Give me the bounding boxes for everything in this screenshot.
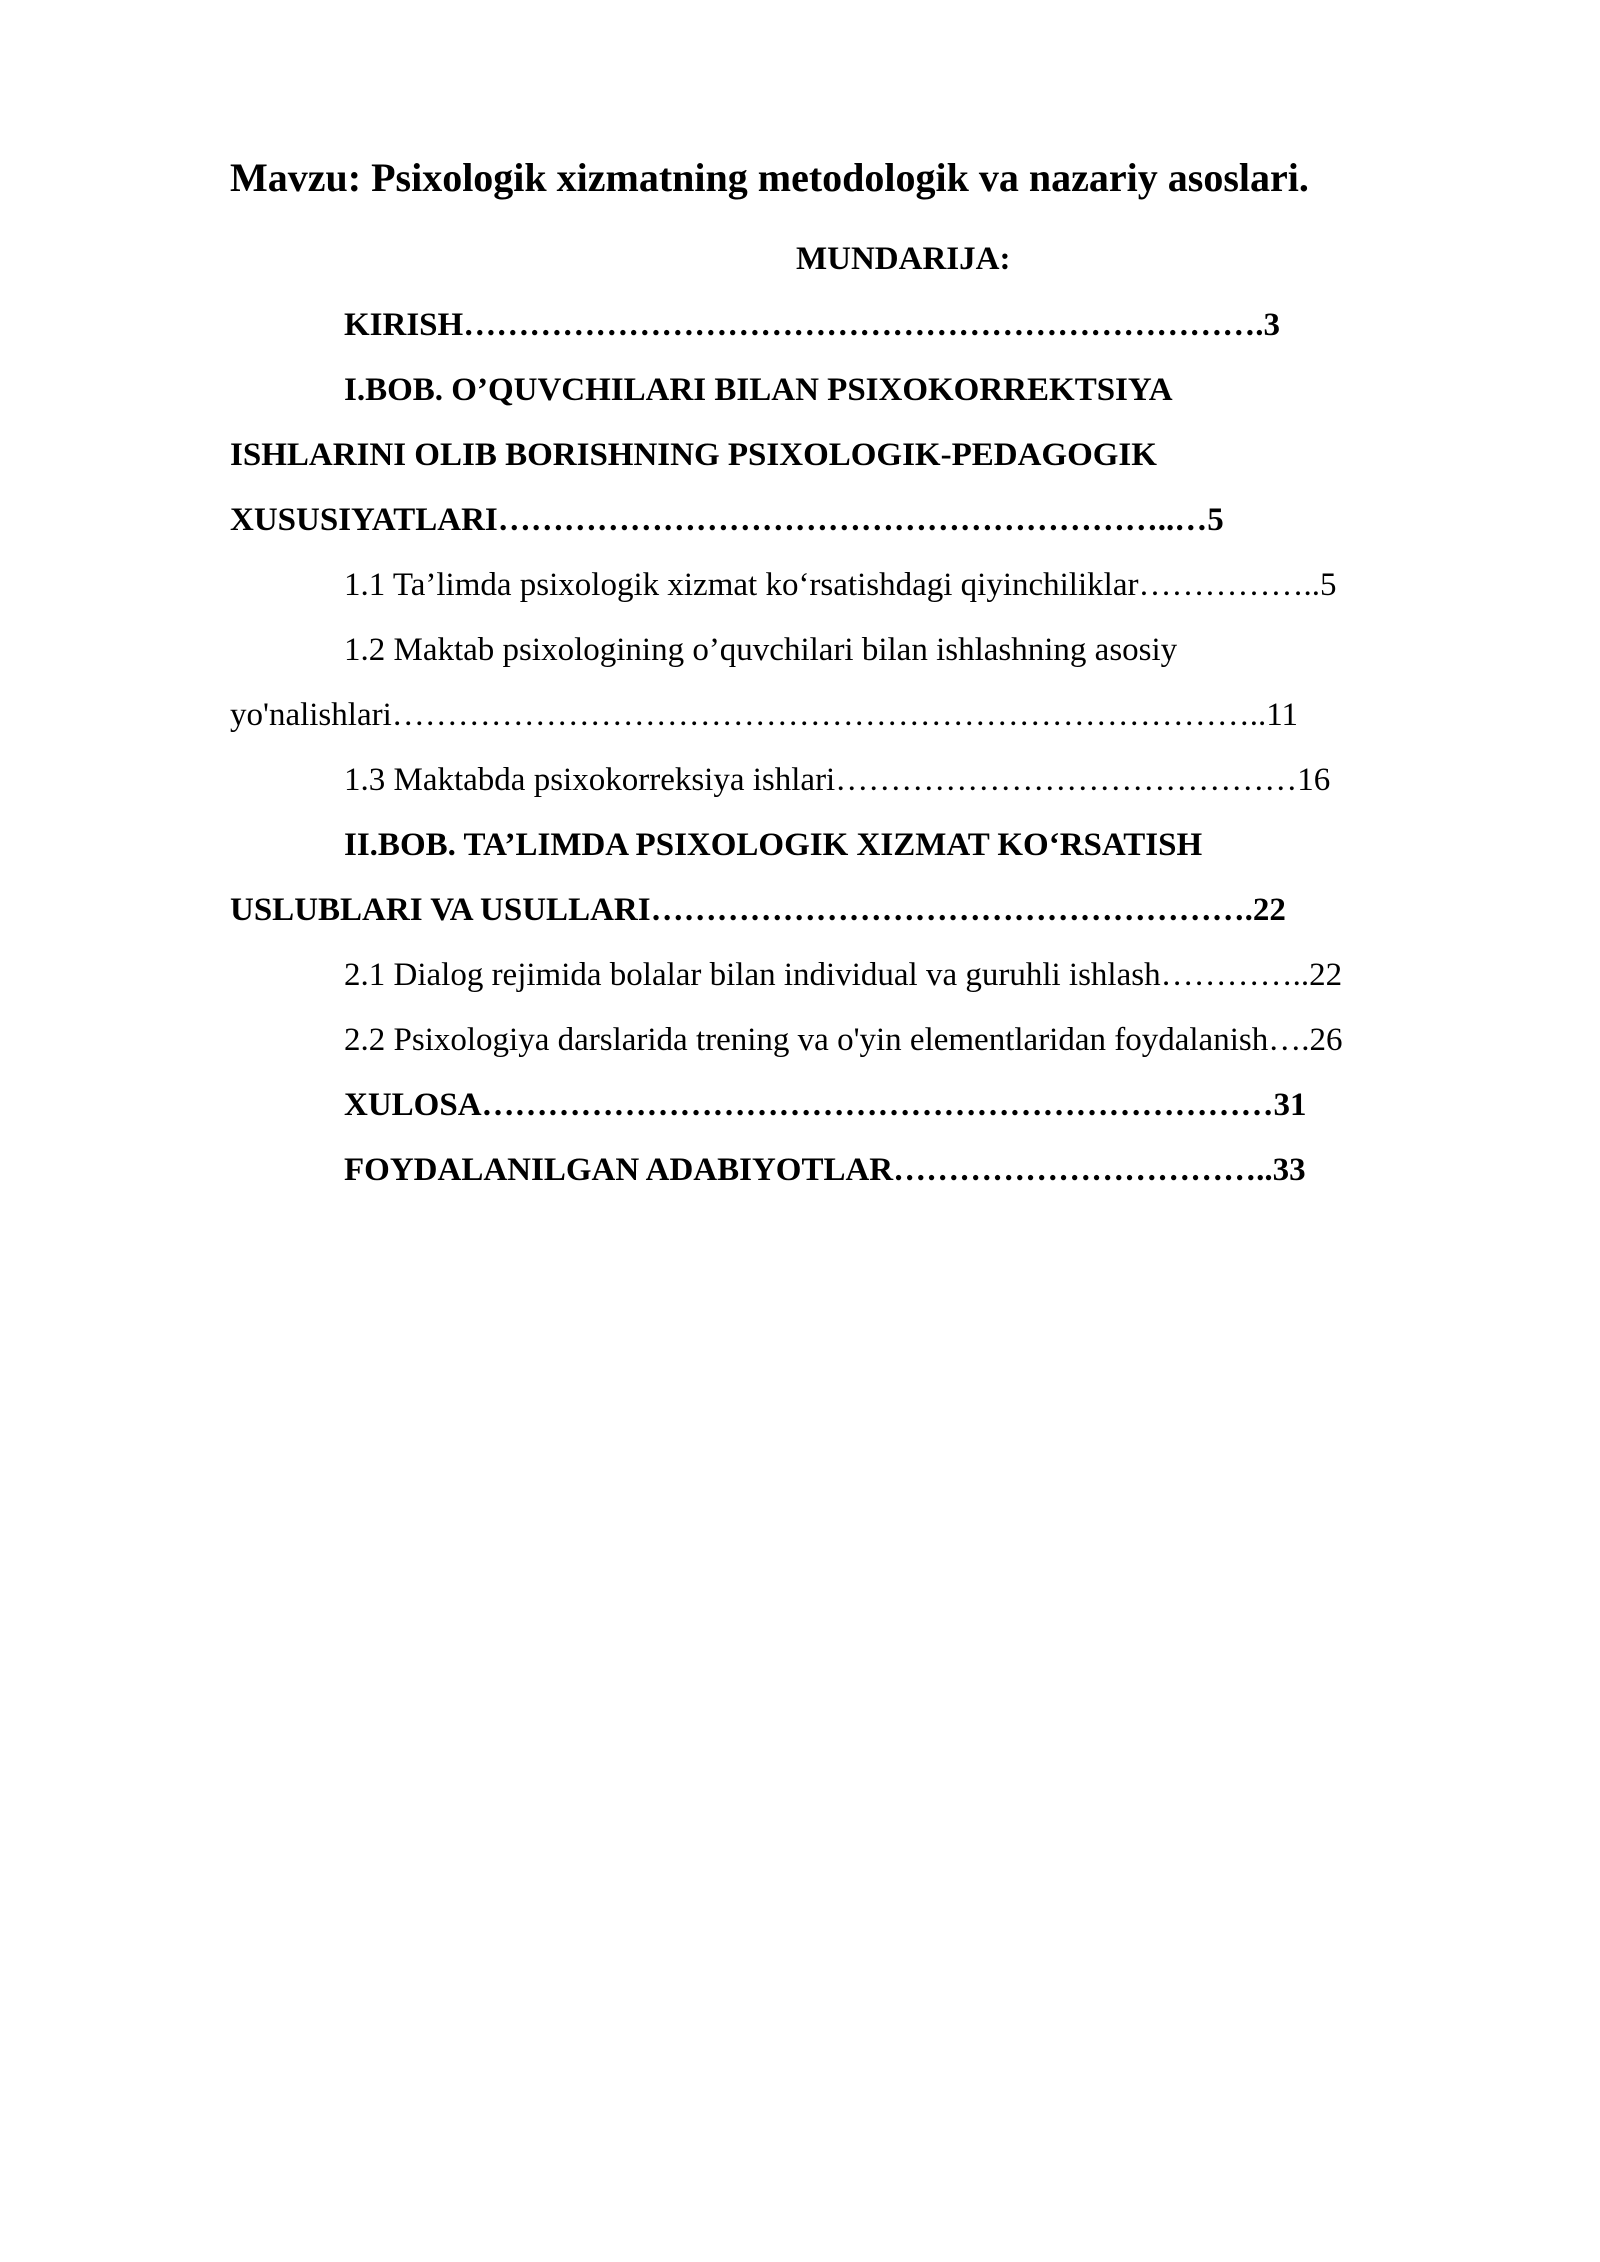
toc-entry-1-2-line2: yo'nalishlari……………………………………………………………………..11 — [230, 697, 1299, 733]
toc-entry-2-2: 2.2 Psixologiya darslarida trening va o'yin elementlaridan foydalanish….26 — [344, 1022, 1343, 1058]
toc-entry-chapter2-line2: USLUBLARI VA USULLARI……………………………………………….22 — [230, 892, 1286, 928]
document-title: Mavzu: Psixologik xizmatning metodologik va nazariy asoslari. — [230, 155, 1309, 200]
toc-entry-chapter1-line3: XUSUSIYATLARI……………………………………………………..…5 — [230, 502, 1224, 538]
toc-entry-adabiyotlar: FOYDALANILGAN ADABIYOTLAR……………………………..33 — [344, 1152, 1306, 1188]
toc-entry-1-1: 1.1 Ta’limda psixologik xizmat koʻrsatishdagi qiyinchiliklar……………..5 — [344, 567, 1337, 603]
toc-entry-2-1: 2.1 Dialog rejimida bolalar bilan individual va guruhli ishlash…………..22 — [344, 957, 1343, 993]
toc-entry-1-3: 1.3 Maktabda psixokorreksiya ishlari……………………………………16 — [344, 762, 1331, 798]
toc-heading: MUNDARIJA: — [796, 241, 1011, 277]
toc-entry-xulosa: XULOSA………………………………………………………………31 — [344, 1087, 1307, 1123]
toc-entry-1-2-line1: 1.2 Maktab psixologining o’quvchilari bilan ishlashning asosiy — [344, 632, 1178, 668]
toc-entry-chapter1-line2: ISHLARINI OLIB BORISHNING PSIXOLOGIK-PEDAGOGIK — [230, 437, 1157, 473]
toc-entry-chapter1-line1: I.BOB. O’QUVCHILARI BILAN PSIXOKORREKTSIYA — [344, 372, 1173, 408]
toc-entry-chapter2-line1: II.BOB. TA’LIMDA PSIXOLOGIK XIZMAT KOʻRSATISH — [344, 827, 1203, 863]
toc-entry-kirish: KIRISH……………………………………………………………….3 — [344, 307, 1280, 343]
